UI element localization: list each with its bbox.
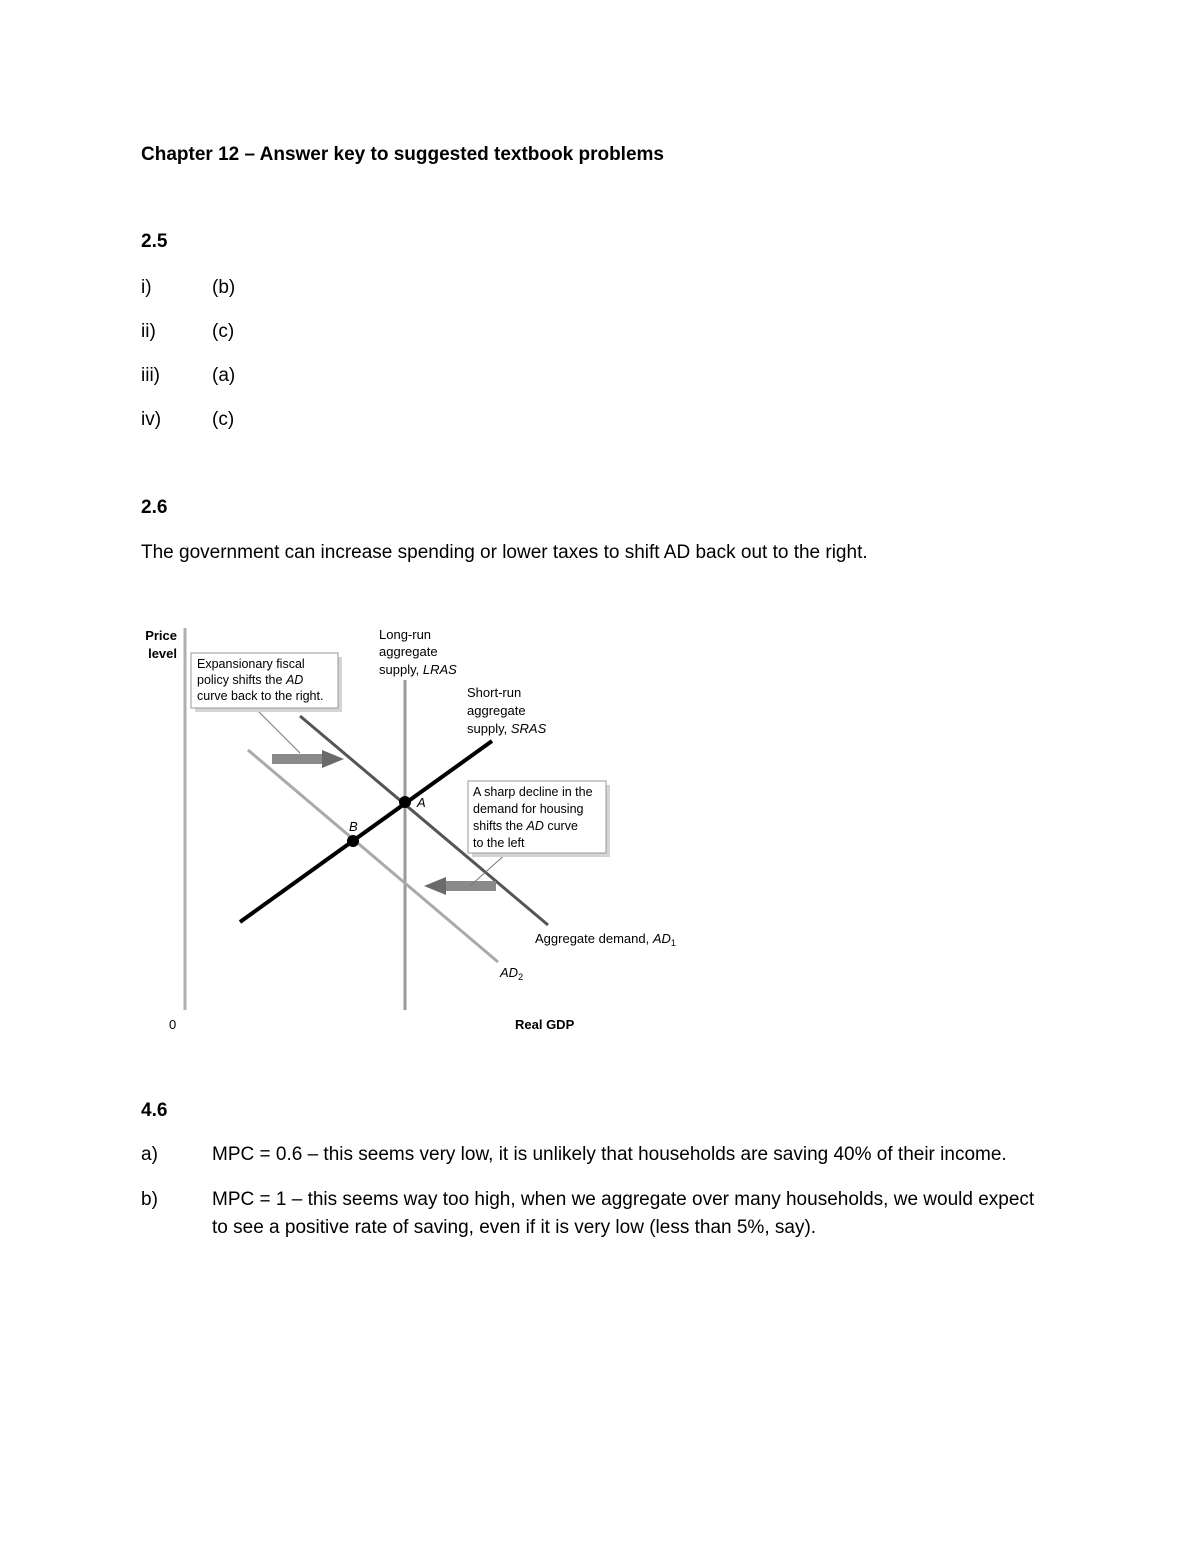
ad2-label: $AD_2$ bbox=[500, 965, 524, 982]
lras-label-line1: Long-run bbox=[379, 627, 432, 642]
box1-line1: Expansionary fiscal bbox=[197, 657, 305, 671]
x-axis-label: Real GDP bbox=[515, 1017, 575, 1032]
item-label: iii) bbox=[141, 365, 160, 386]
item-label: iv) bbox=[141, 409, 162, 430]
item-label: ii) bbox=[141, 321, 156, 342]
left-arrow-icon bbox=[424, 877, 496, 895]
right-arrow-icon bbox=[272, 750, 344, 768]
box1-leader-line bbox=[257, 710, 300, 753]
annotation-box-fiscal-policy bbox=[191, 653, 342, 712]
annotation-box-housing-decline bbox=[468, 781, 610, 857]
box1-line2: policy shifts the AD bbox=[197, 673, 304, 687]
point-a-label: A bbox=[417, 795, 426, 810]
lras-label-line3: supply, LRAS bbox=[379, 662, 457, 677]
item-label: i) bbox=[141, 277, 152, 298]
sras-curve bbox=[240, 741, 492, 922]
box2-line1: A sharp decline in the bbox=[473, 785, 593, 799]
question-2-5-heading: 2.5 bbox=[141, 231, 168, 252]
y-axis-label-line1: Price bbox=[145, 628, 177, 643]
origin-label: 0 bbox=[169, 1017, 177, 1032]
item-answer: (c) bbox=[212, 321, 235, 342]
question-2-6-heading: 2.6 bbox=[141, 497, 168, 518]
point-b-label: B bbox=[349, 819, 358, 834]
sras-label-line3: supply, SRAS bbox=[467, 721, 547, 736]
ad-as-diagram bbox=[135, 620, 715, 1040]
point-b-marker bbox=[347, 835, 359, 847]
box1-line3: curve back to the right. bbox=[197, 689, 324, 703]
lras-label-line2: aggregate bbox=[379, 644, 438, 659]
item-answer: (a) bbox=[212, 365, 236, 386]
item-answer: MPC = 1 – this seems way too high, when we aggregate over many households, we would expect to see a positive rate of saving, even if it is very low (less than 5%, say). bbox=[212, 1189, 1035, 1238]
item-answer: MPC = 0.6 – this seems very low, it is unlikely that households are saving 40% of their income. bbox=[212, 1144, 1007, 1165]
question-4-6-heading: 4.6 bbox=[141, 1100, 168, 1121]
y-axis-label-line2: level bbox=[148, 646, 177, 661]
point-a-marker bbox=[399, 796, 411, 808]
ad1-label: Aggregate demand, $AD_1$ bbox=[535, 931, 676, 948]
sras-label-line2: aggregate bbox=[467, 703, 526, 718]
item-label: b) bbox=[141, 1189, 158, 1210]
box2-line3: shifts the AD curve bbox=[473, 819, 578, 833]
item-answer: (b) bbox=[212, 277, 236, 298]
item-answer: (c) bbox=[212, 409, 235, 430]
box2-leader-line bbox=[470, 852, 508, 886]
ad2-curve bbox=[248, 750, 498, 962]
question-2-6-text: The government can increase spending or lower taxes to shift AD back out to the right. bbox=[141, 542, 868, 563]
page-title: Chapter 12 – Answer key to suggested textbook problems bbox=[141, 144, 664, 165]
box2-line2: demand for housing bbox=[473, 802, 584, 816]
sras-label-line1: Short-run bbox=[467, 685, 522, 700]
item-label: a) bbox=[141, 1144, 158, 1165]
box2-line4: to the left bbox=[473, 836, 525, 850]
